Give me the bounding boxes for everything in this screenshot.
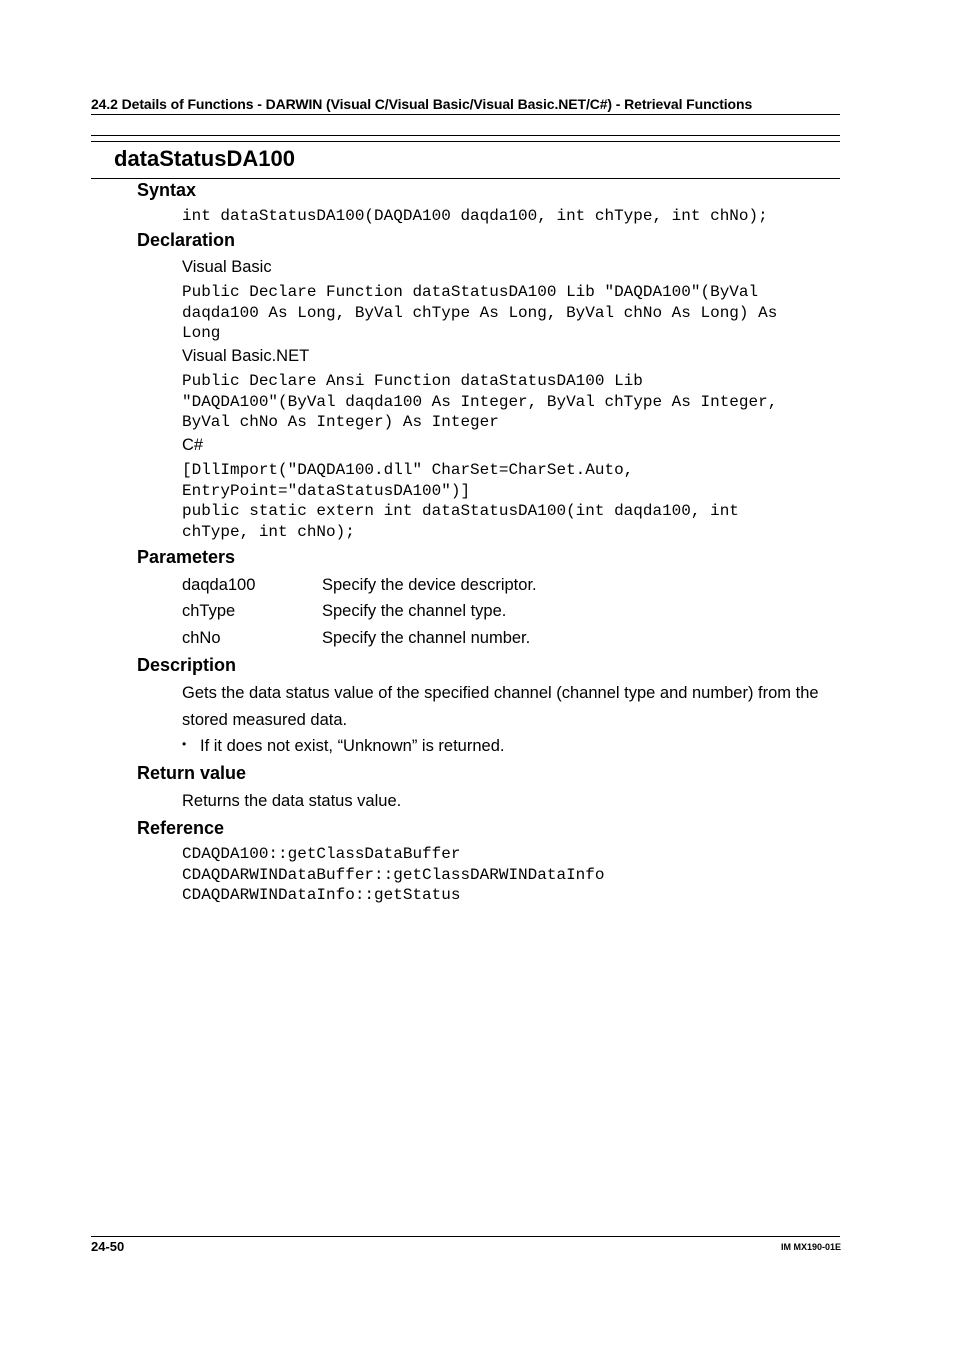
param-description: Specify the device descriptor. xyxy=(322,576,537,594)
vb-label: Visual Basic xyxy=(182,258,272,276)
document-id: IM MX190-01E xyxy=(780,1242,841,1252)
title-top-rule-2 xyxy=(91,141,840,142)
description-bullet: If it does not exist, “Unknown” is returned. xyxy=(200,737,505,755)
description-text: Gets the data status value of the specified channel (channel type and number) from the stored measured data. xyxy=(182,684,819,729)
return-value-heading: Return value xyxy=(137,763,247,783)
function-title: dataStatusDA100 xyxy=(114,146,295,171)
declaration-heading: Declaration xyxy=(137,230,236,250)
syntax-heading: Syntax xyxy=(137,180,197,200)
cs-code: [DllImport("DAQDA100.dll" CharSet=CharSet.Auto, EntryPoint="dataStatusDA100")] public static extern int dataStatusDA100(int daqda100, int chType, int chNo); xyxy=(182,461,739,542)
cs-label: C# xyxy=(182,436,204,454)
title-top-rule xyxy=(91,135,840,136)
vbnet-code: Public Declare Ansi Function dataStatusDA100 Lib "DAQDA100"(ByVal daqda100 As Integer, ByVal chType As Integer, ByVal chNo As Integer) As Integer xyxy=(182,372,778,432)
syntax-code: int dataStatusDA100(DAQDA100 daqda100, int chType, int chNo); xyxy=(182,207,768,225)
footer-rule xyxy=(91,1236,840,1237)
vbnet-label: Visual Basic.NET xyxy=(182,347,310,365)
reference-heading: Reference xyxy=(137,818,225,838)
param-name: chNo xyxy=(182,629,221,647)
running-header: 24.2 Details of Functions - DARWIN (Visual C/Visual Basic/Visual Basic.NET/C#) - Retrieval Functions xyxy=(91,96,753,112)
description-heading: Description xyxy=(137,655,237,675)
page-number: 24-50 xyxy=(91,1239,125,1254)
header-rule xyxy=(91,114,840,115)
return-value-text: Returns the data status value. xyxy=(182,792,402,810)
param-description: Specify the channel type. xyxy=(322,602,507,620)
param-name: daqda100 xyxy=(182,576,256,594)
parameters-heading: Parameters xyxy=(137,547,236,567)
vb-code: Public Declare Function dataStatusDA100 Lib "DAQDA100"(ByVal daqda100 As Long, ByVal chType As Long, ByVal chNo As Long) As Long xyxy=(182,283,778,343)
param-description: Specify the channel number. xyxy=(322,629,531,647)
reference-code: CDAQDA100::getClassDataBuffer CDAQDARWINDataBuffer::getClassDARWINDataInfo CDAQDARWINDataInfo::getStatus xyxy=(182,845,605,905)
title-bottom-rule xyxy=(91,178,840,179)
bullet-dot: • xyxy=(182,737,187,751)
param-name: chType xyxy=(182,602,236,620)
